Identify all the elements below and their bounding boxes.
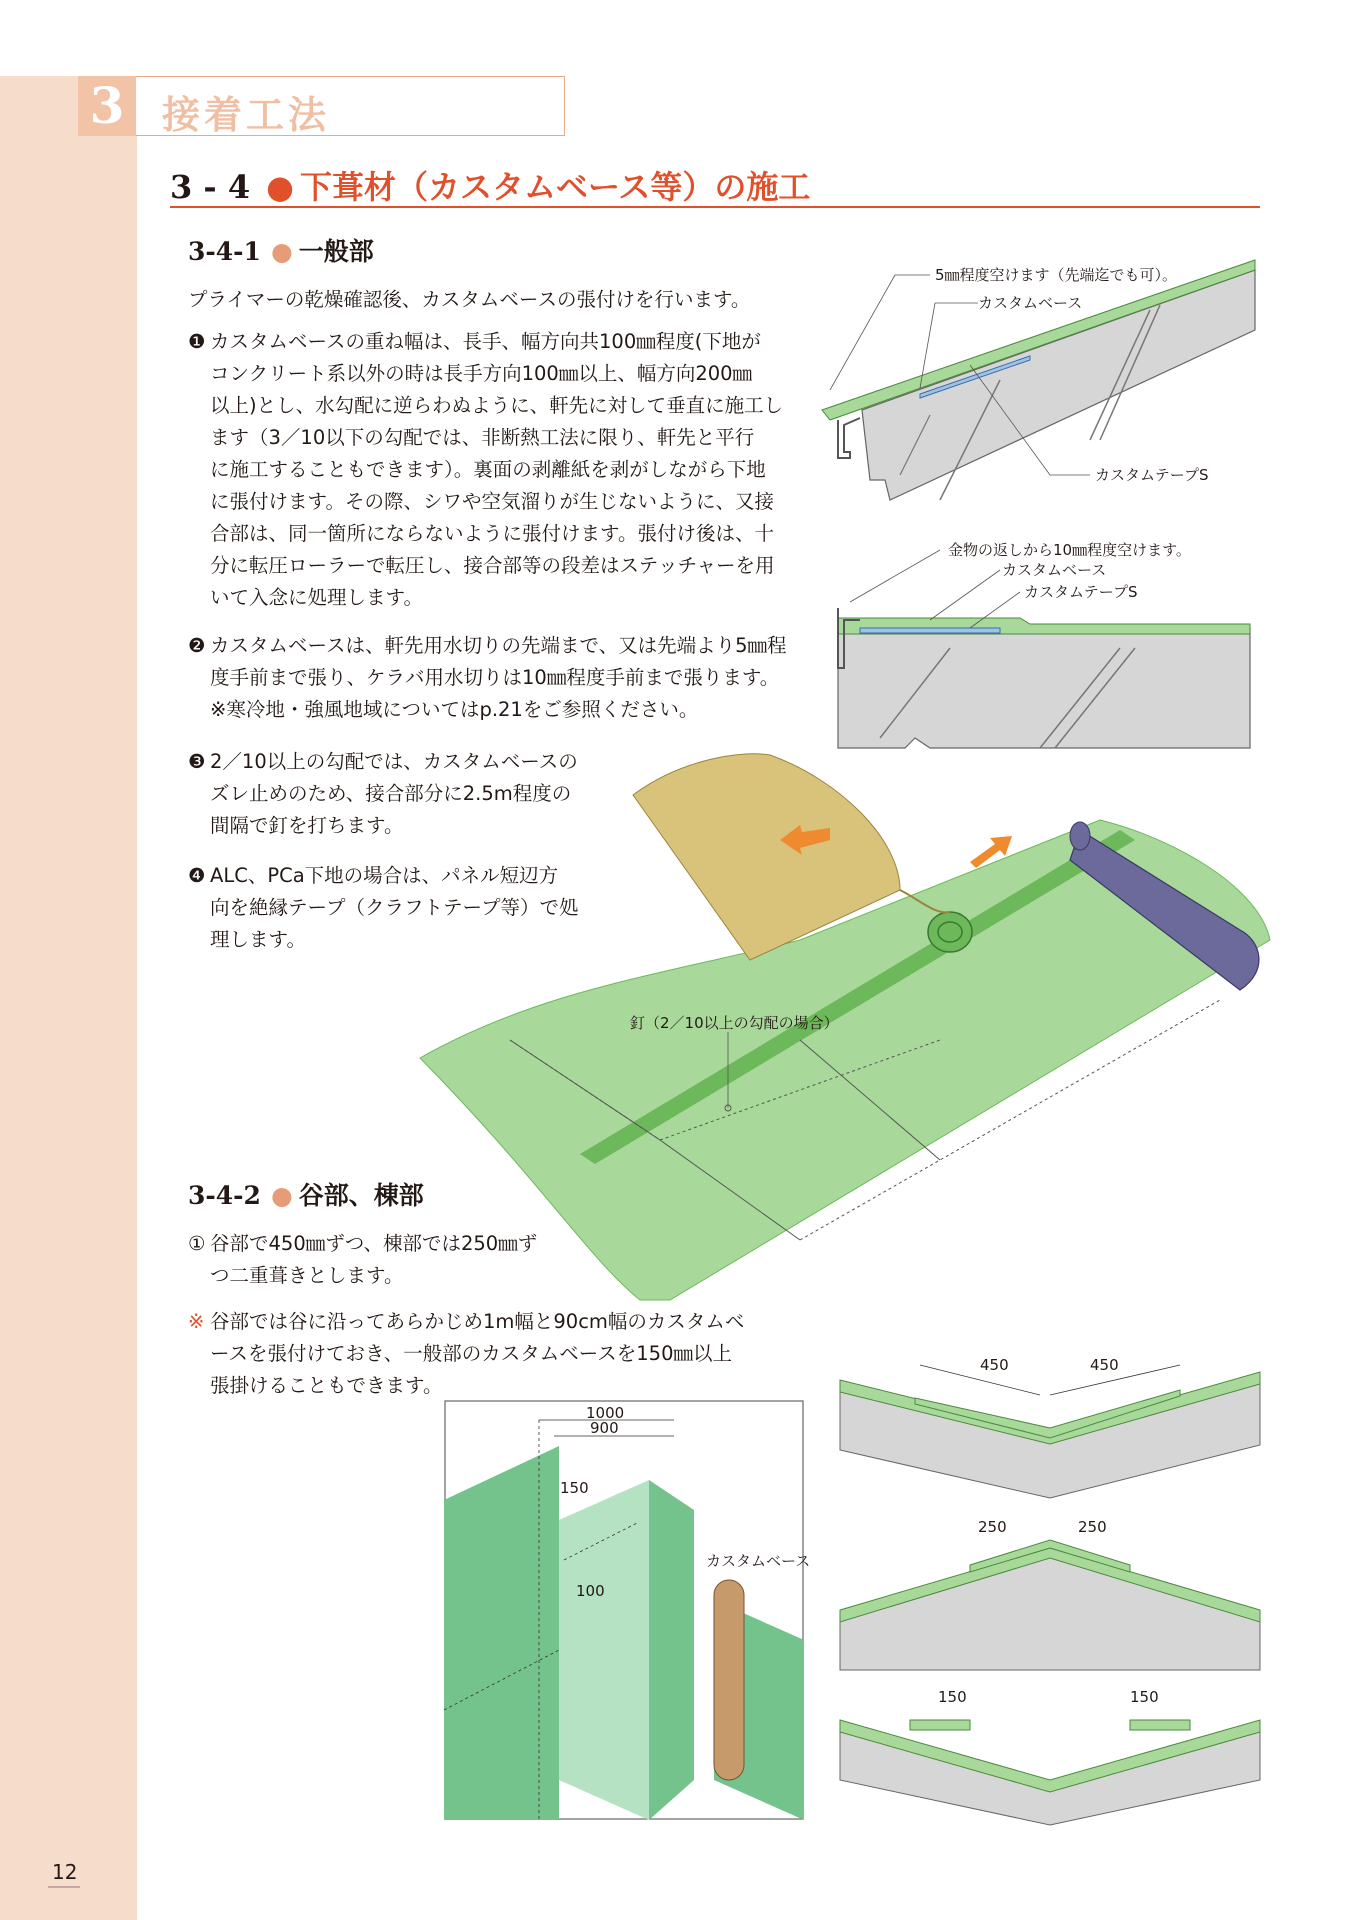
item-1-line: いて入念に処理します。 bbox=[210, 586, 423, 609]
ridge-dim-left: 250 bbox=[978, 1518, 1007, 1536]
valley-dim-right: 450 bbox=[1090, 1356, 1119, 1374]
eave-gap-label: 5㎜程度空けます（先端迄でも可）。 bbox=[935, 266, 1178, 284]
item-4-line: 向を絶縁テープ（クラフトテープ等）で処 bbox=[210, 896, 579, 919]
page-number-rule bbox=[48, 1886, 80, 1888]
valley-line: つ二重葺きとします。 bbox=[210, 1264, 404, 1287]
valley-dim-left: 450 bbox=[980, 1356, 1009, 1374]
subsection-title-2 bbox=[188, 1176, 424, 1212]
item-1-line: コンクリート系以外の時は長手方向100㎜以上、幅方向200㎜ bbox=[210, 362, 753, 385]
item-3-line: ズレ止めのため、接合部分に2.5m程度の bbox=[210, 782, 572, 805]
nail-note-label: 釘（2／10以上の勾配の場合） bbox=[630, 1014, 839, 1032]
section-title bbox=[170, 162, 810, 208]
verge-section-diagram bbox=[820, 538, 1260, 758]
item-marker-3: ❸ bbox=[188, 750, 206, 773]
item-2-line: カスタムベースは、軒先用水切りの先端まで、又は先端より5㎜程 bbox=[210, 634, 787, 657]
note-line: 谷部では谷に沿ってあらかじめ1m幅と90cm幅のカスタムベ bbox=[210, 1310, 745, 1333]
item-4-line: ALC、PCa下地の場合は、パネル短辺方 bbox=[210, 864, 559, 887]
subsection-bullet-icon: ● bbox=[270, 1181, 293, 1210]
item-4-line: 理します。 bbox=[210, 928, 306, 951]
subsection-title-text-1: 一般部 bbox=[298, 237, 374, 266]
section-title-text: 下葺材（カスタムベース等）の施工 bbox=[300, 168, 811, 206]
valley-custom-base-label: カスタムベース bbox=[706, 1552, 811, 1570]
chapter-number: 3 bbox=[78, 76, 136, 136]
valley2-dim-right: 150 bbox=[1130, 1688, 1159, 1706]
subsection-number-2: 3-4-2 bbox=[188, 1181, 261, 1210]
valley2-cross-section bbox=[830, 1680, 1270, 1830]
item-1-line: 合部は、同一箇所にならないように張付けます。張付け後は、十 bbox=[210, 522, 774, 545]
valley-line: 谷部で450㎜ずつ、棟部では250㎜ず bbox=[210, 1232, 538, 1255]
section-bullet-icon: ● bbox=[266, 168, 295, 206]
subsection-bullet-icon: ● bbox=[270, 237, 293, 266]
ridge-dim-right: 250 bbox=[1078, 1518, 1107, 1536]
item-marker-valley: ① bbox=[188, 1232, 206, 1255]
list-item-2 bbox=[188, 630, 808, 726]
installation-illustration bbox=[420, 740, 1280, 1310]
section-rule bbox=[170, 206, 1260, 208]
note-line: ースを張付けておき、一般部のカスタムベースを150㎜以上 bbox=[210, 1342, 732, 1365]
valley-cross-section bbox=[830, 1350, 1270, 1500]
dim-150-label: 150 bbox=[560, 1479, 589, 1497]
subsection-title-text-2: 谷部、棟部 bbox=[298, 1181, 424, 1210]
page-number: 12 bbox=[52, 1860, 78, 1884]
custom-tape-label: カスタムテープS bbox=[1095, 466, 1209, 484]
custom-base-label: カスタムベース bbox=[978, 294, 1083, 312]
item-1-line: カスタムベースの重ね幅は、長手、幅方向共100㎜程度(下地が bbox=[210, 330, 761, 353]
custom-base-label-2: カスタムベース bbox=[1002, 561, 1107, 579]
item-marker-2: ❷ bbox=[188, 634, 206, 657]
item-2-line: ※寒冷地・強風地域についてはp.21をご参照ください。 bbox=[210, 698, 699, 721]
dim-100-label: 100 bbox=[576, 1582, 605, 1600]
valley2-dim-left: 150 bbox=[938, 1688, 967, 1706]
section-number: 3 - 4 bbox=[170, 168, 251, 206]
side-band bbox=[0, 76, 137, 1920]
item-1-line: に張付けます。その際、シワや空気溜りが生じないように、又接 bbox=[210, 490, 774, 513]
dim-900-label: 900 bbox=[590, 1419, 619, 1437]
item-3-line: 2／10以上の勾配では、カスタムベースの bbox=[210, 750, 578, 773]
item-marker-4: ❹ bbox=[188, 864, 206, 887]
eave-section-diagram bbox=[800, 260, 1280, 530]
dim-1000-label: 1000 bbox=[586, 1404, 625, 1422]
item-1-line: 分に転圧ローラーで転圧し、接合部等の段差はステッチャーを用 bbox=[210, 554, 775, 577]
valley-detail-diagram bbox=[444, 1400, 811, 1820]
item-1-line: に施工することもできます）。裏面の剥離紙を剥がしながら下地 bbox=[210, 458, 766, 481]
item-2-line: 度手前まで張り、ケラバ用水切りは10㎜程度手前まで張ります。 bbox=[210, 666, 780, 689]
custom-tape-label-2: カスタムテープS bbox=[1024, 583, 1138, 601]
item-1-line: ます（3／10以下の勾配では、非断熱工法に限り、軒先と平行 bbox=[210, 426, 755, 449]
item-marker-1: ❶ bbox=[188, 330, 206, 353]
chapter-title: 接着工法 bbox=[162, 93, 331, 137]
verge-gap-label: 金物の返しから10㎜程度空けます。 bbox=[948, 541, 1191, 559]
list-item-1 bbox=[188, 326, 808, 614]
note-marker: ※ bbox=[188, 1310, 205, 1333]
item-1-line: 以上)とし、水勾配に逆らわぬように、軒先に対して垂直に施工し bbox=[210, 394, 784, 417]
note-line: 張掛けることもできます。 bbox=[210, 1374, 443, 1397]
item-3-line: 間隔で釘を打ちます。 bbox=[210, 814, 404, 837]
intro-text: プライマーの乾燥確認後、カスタムベースの張付けを行います。 bbox=[188, 288, 751, 311]
ridge-cross-section bbox=[830, 1510, 1270, 1670]
subsection-number-1: 3-4-1 bbox=[188, 237, 261, 266]
subsection-title-1 bbox=[188, 232, 374, 268]
note-valley bbox=[188, 1306, 808, 1402]
